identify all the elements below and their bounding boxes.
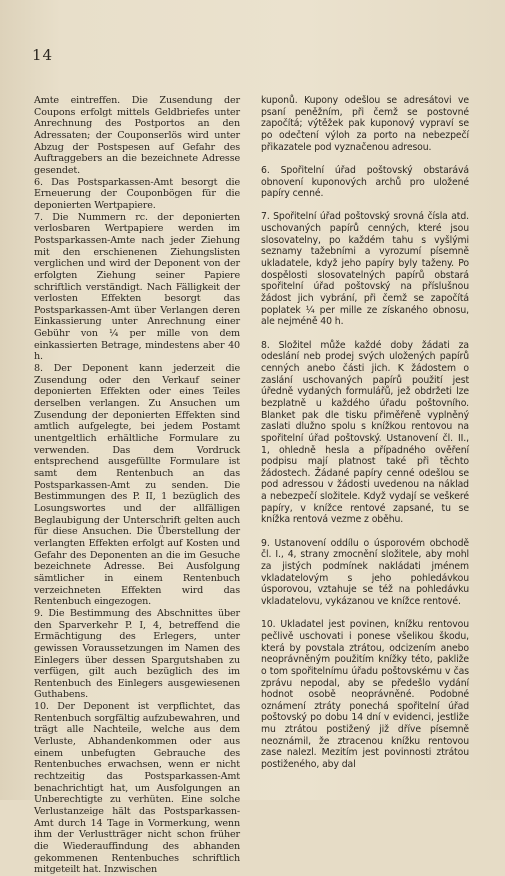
german-text-column <box>34 95 240 876</box>
paragraph-10: 10. Der Deponent ist verpflichtet, das Rentenbuch sorgfältig aufzubewahren, und trägt alle Nachteile, welche aus dem Verluste, Abhandenkommen oder aus einem unbefugten Gebrauche des Rentenbuches erwachsen, wenn er nicht rechtzeitig das Postsparkassen-Amt benachrichtigt hat, um Ausfolgungen an Unberechtigte zu verhüten. Eine solche Verlustanzeige hält das Postsparkassen-Amt durch 14 Tage in Vormerkung, wenn ihm der Verlustträger nicht schon früher die Wiederauffindung des abhanden gekommenen Rentenbuches schriftlich mitgeteilt hat. Inzwischen <box>34 701 240 876</box>
paragraph: Amte eintreffen. Die Zusendung der Coupons erfolgt mittels Geldbriefes unter Anrechnung des Postportos an den Adressaten; der Couponserlös wird unter Abzug der Postspesen auf Gefahr des Auftraggebers an die bezeichnete Adresse gesendet. <box>34 95 240 176</box>
paragraph-6: 6. Spořitelní úřad poštovský obstarává obnovení kuponových archů pro uložené papíry cenné. <box>261 164 469 200</box>
czech-text-column <box>261 95 469 771</box>
paragraph-10: 10. Ukladatel jest povinen, knížku rentovou pečlivě uschovati i ponese všelikou škodu, která by povstala ztrátou, odcizením anebo neoprávněným použitím knížky této, pakliže o tom spořitelnímu úřadu poštovskému v čas zprávu nepodal, aby se předešlo vydání hodnot osobě neoprávněné. Podobné oznámení ztráty ponechá spořitelní úřad poštovský po dobu 14 dní v evidenci, jestliže mu ztrátou postižený již dříve písemně neoznámil, že ztracenou knížku rentovou zase nalezl. Mezitím jest povinnosti ztrátou postiženého, aby dal <box>261 619 469 771</box>
paragraph-9: 9. Die Bestimmung des Abschnittes über den Sparverkehr P. I, 4, betreffend die Ermächtigung des Erlegers, unter gewissen Voraussetzungen im Namen des Einlegers über dessen Spargutshaben zu verfügen, gilt auch bezüglich des im Rentenbuch des Einlegers ausgewiesenen Guthabens. <box>34 607 240 701</box>
page-number: 14 <box>32 46 54 64</box>
paragraph-8: 8. Složitel může každé doby žádati za odeslání neb prodej svých uložených papírů cenných anebo části jich. K žádostem o zaslání uschovaných papírů použití jest úředně vydaných formulářů, jež obdržeti lze bezplatně u každého úřadu poštovního. Blanket pak dle tisku přiměřeně vyplněný zaslati dlužno spolu s knížkou rentovou na spořitelní úřad poštovský. Ustanovení čl. II., 1, ohledně hesla a případného ověření podpisu mají platnost také při těchto žádostech. Žádané papíry cenné odešlou se pod adressou v žádosti uvedenou na náklad a nebezpečí složitele. Když vydají se veškeré papíry, v knížce rentové zapsané, tu se knížka rentová vezme z oběhu. <box>261 339 469 526</box>
paragraph-6: 6. Das Postsparkassen-Amt besorgt die Erneuerung der Couponbögen für die deponierten Wertpapiere. <box>34 176 240 211</box>
paragraph: kuponů. Kupony odešlou se adresátovi ve psaní peněžním, při čemž se postovné započítá; výtěžek pak kuponový vypraví se po odečtení výloh za porto na nebezpečí přikazatele pod vyznačenou adresou. <box>261 95 469 153</box>
paragraph-9: 9. Ustanovení oddílu o úsporovém obchodě čl. I., 4, strany zmocnění složitele, aby mohl za jistých podmínek nakládati jménem vkladatelovým s jeho pohledávkou úsporovou, vztahuje se též na pohledávku vkladatelovu, vykázanou ve knížce rentové. <box>261 537 469 607</box>
paragraph-7: 7. Die Nummern rc. der deponierten verlosbaren Wertpapiere werden im Postsparkassen-Amte nach jeder Ziehung mit den erschienenen Ziehungslisten verglichen und wird der Deponent von der erfolgten Ziehung seiner Papiere schriftlich verständigt. Nach Fälligkeit der verlosten Effekten besorgt das Postsparkassen-Amt über Verlangen deren Einkassierung unter Anrechnung einer Gebühr von ¼ per mille von dem einkassierten Betrage, mindestens aber 40 h. <box>34 211 240 363</box>
paragraph-7: 7. Spořitelní úřad poštovský srovná čísla atd. uschovaných papírů cenných, které jsou slosovatelny, po každém tahu s vyšlými seznamy tažebními a vyrozumí písemně ukladatele, když jeho papíry byly taženy. Po dospělosti slosovatelných papírů obstará spořitelní úřad poštovský na příslušnou žádost jich vybrání, při čemž se započítá poplatek ¼ per mille ze získaného obnosu, ale nejméně 40 h. <box>261 211 469 328</box>
paragraph-8: 8. Der Deponent kann jederzeit die Zusendung oder den Verkauf seiner deponierten Effekten oder eines Teiles derselben verlangen. Zu Ansuchen um Zusendung der deponierten Effekten sind amtlich aufgelegte, bei jedem Postamt unentgeltlich erhältliche Formulare zu verwenden. Das dem Vordruck entsprechend ausgefüllte Formulare ist samt dem Rentenbuch an das Postsparkassen-Amt zu senden. Die Bestimmungen des P. II, 1 bezüglich des Losungswortes und der allfälligen Beglaubigung der Unterschrift gelten auch für diese Ansuchen. Die Überstellung der verlangten Effekten erfolgt auf Kosten und Gefahr des Deponenten an die im Gesuche bezeichnete Adresse. Bei Ausfolgung sämtlicher in einem Rentenbuch verzeichneten Effekten wird das Rentenbuch eingezogen. <box>34 363 240 608</box>
